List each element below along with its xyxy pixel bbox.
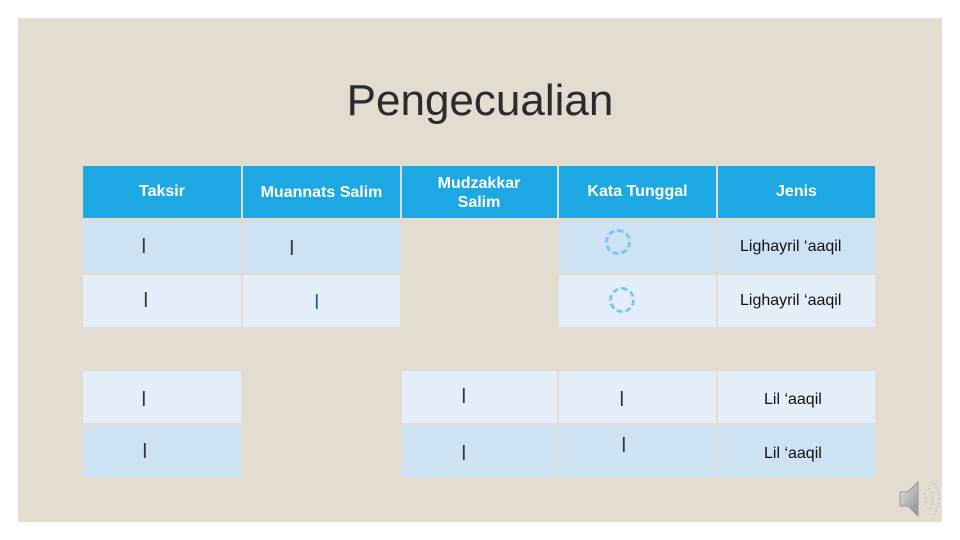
cell-taksir-1: [83, 221, 241, 273]
cell-jenis-2: [718, 275, 875, 327]
cell-muannats-1: [243, 221, 400, 273]
alif-letter: ا: [621, 433, 627, 457]
header-taksir-label: Taksir: [139, 183, 185, 200]
header-muannats-label: Muannats Salim: [260, 184, 383, 201]
cell-jenis-4: [718, 425, 875, 477]
alif-letter: ا: [141, 387, 147, 411]
cell-mudzakkar-3: [402, 371, 557, 423]
header-jenis: [718, 166, 875, 218]
header-taksir: [83, 166, 241, 218]
dashed-circle-icon: [605, 229, 631, 255]
cell-kata-tunggal-4: [559, 425, 716, 477]
cell-muannats-2: [243, 275, 400, 327]
header-muannats: [243, 166, 400, 218]
cell-jenis-3: [718, 371, 875, 423]
cell-taksir-3: [83, 371, 241, 423]
alif-letter: ا: [141, 234, 147, 258]
alif-letter: ا: [461, 384, 467, 408]
alif-letter: ا: [619, 387, 625, 411]
cell-mudzakkar-4: [402, 425, 557, 477]
header-kata-tunggal: [559, 166, 716, 218]
speaker-icon[interactable]: [896, 474, 946, 524]
cell-kata-tunggal-3: [559, 371, 716, 423]
jenis-label: Lil ‘aaqil: [764, 445, 822, 462]
header-mudzakkar: [402, 166, 557, 218]
cell-kata-tunggal-2: [559, 275, 716, 327]
jenis-label: Lil ‘aaqil: [764, 391, 822, 408]
alif-letter: ا: [142, 439, 148, 463]
jenis-label: Lighayril ‘aaqil: [740, 238, 842, 255]
dashed-circle-icon: [609, 287, 635, 313]
alif-letter: ا: [143, 288, 149, 312]
alif-letter: ا: [314, 290, 320, 314]
alif-letter: ا: [461, 441, 467, 465]
page-title: Pengecualian: [346, 76, 614, 125]
cell-kata-tunggal-1: [559, 221, 716, 273]
cell-jenis-1: [718, 221, 875, 273]
alif-letter: ا: [289, 236, 295, 260]
header-mudzakkar-label: Mudzakkar Salim: [437, 175, 521, 211]
cell-taksir-2: [83, 275, 241, 327]
header-kata-tunggal-label: Kata Tunggal: [587, 183, 688, 200]
cell-taksir-4: [83, 425, 241, 477]
header-jenis-label: Jenis: [776, 183, 817, 200]
jenis-label: Lighayril ‘aaqil: [740, 292, 842, 309]
